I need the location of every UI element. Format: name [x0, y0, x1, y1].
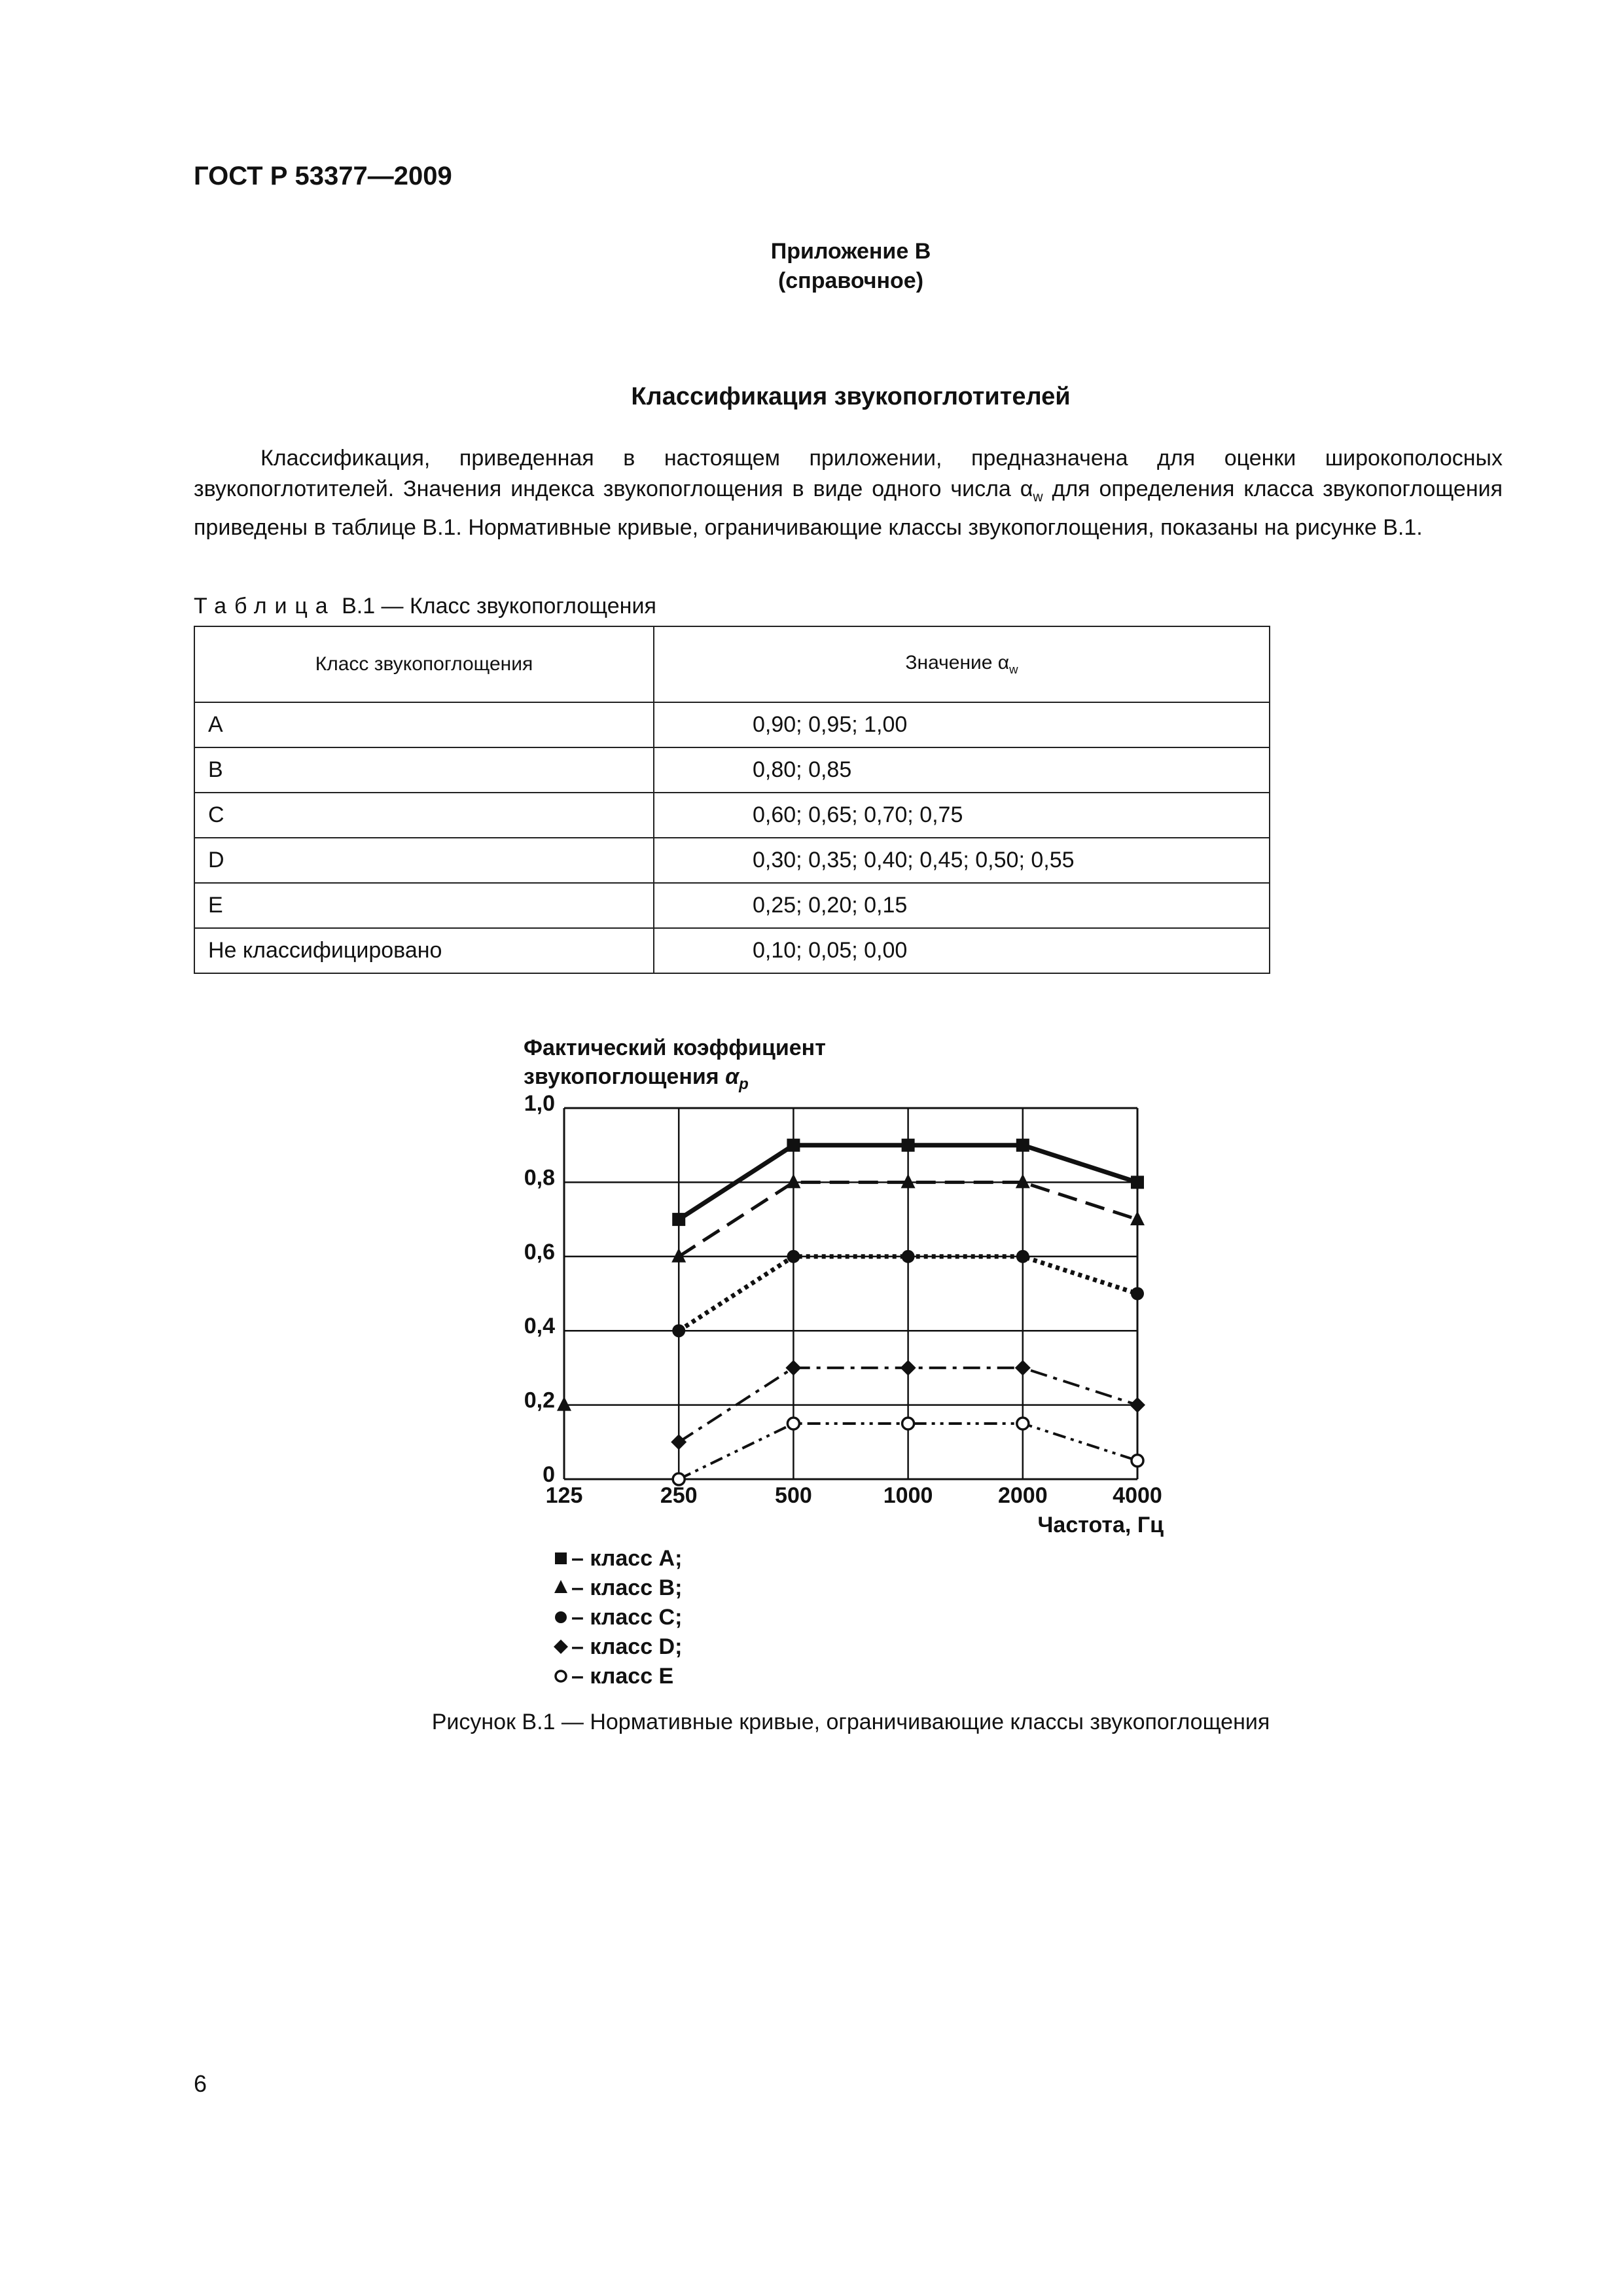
- page-number: 6: [194, 2070, 207, 2097]
- triangle-marker: [1130, 1211, 1145, 1225]
- legend-label: – класс A;: [571, 1546, 683, 1571]
- table-cell-class: D: [194, 838, 654, 883]
- table-cell-values: 0,30; 0,35; 0,40; 0,45; 0,50; 0,55: [654, 838, 1270, 883]
- open-circle-marker: [556, 1671, 566, 1681]
- diamond-marker: [1130, 1397, 1145, 1413]
- legend-label: – класс E: [571, 1664, 674, 1689]
- circle-marker: [672, 1324, 685, 1337]
- legend-label: – класс D;: [571, 1634, 683, 1659]
- open-circle-marker: [902, 1418, 914, 1429]
- square-marker: [787, 1139, 800, 1152]
- square-marker: [555, 1552, 567, 1564]
- legend-item: [555, 1605, 682, 1630]
- annex-subtitle: (справочное): [777, 268, 924, 293]
- circle-marker: [1016, 1250, 1029, 1263]
- alpha-symbol: α: [1020, 476, 1033, 501]
- table-cell-values: 0,90; 0,95; 1,00: [654, 702, 1270, 747]
- legend-label: – класс C;: [571, 1605, 683, 1630]
- diamond-marker: [785, 1360, 801, 1376]
- diamond-marker: [901, 1360, 916, 1376]
- table-cell-class: B: [194, 747, 654, 793]
- legend-item: [554, 1634, 682, 1659]
- section-title: Классификация звукопоглотителей: [631, 383, 1071, 410]
- y-axis-label-prefix: звукопоглощения: [524, 1064, 726, 1089]
- y-tick-label: 0,8: [524, 1165, 555, 1191]
- y-axis-label-line1: Фактический коэффициент: [524, 1035, 826, 1060]
- x-tick-label: 250: [660, 1483, 698, 1508]
- header-value-prefix: Значение: [905, 652, 998, 673]
- triangle-marker: [671, 1248, 686, 1263]
- x-axis-label: Частота, Гц: [1037, 1513, 1164, 1537]
- circle-marker: [1131, 1287, 1144, 1300]
- triangle-marker: [786, 1174, 800, 1188]
- y-axis-label-subscript: p: [739, 1075, 749, 1093]
- x-tick-label: 1000: [883, 1483, 933, 1508]
- annex-title: Приложение В: [770, 239, 931, 264]
- square-marker: [1016, 1139, 1029, 1152]
- header-class: Класс звукопоглощения: [194, 626, 654, 702]
- diamond-marker: [554, 1640, 568, 1654]
- diamond-marker: [671, 1434, 687, 1450]
- y-tick-label: 1,0: [524, 1091, 555, 1116]
- header-value-subscript: w: [1009, 662, 1018, 676]
- diamond-marker: [1015, 1360, 1031, 1376]
- y-tick-label: 0: [543, 1462, 555, 1487]
- legend-item: [554, 1575, 682, 1600]
- table-cell-values: 0,60; 0,65; 0,70; 0,75: [654, 793, 1270, 838]
- alpha-subscript: w: [1033, 489, 1043, 505]
- x-tick-label: 500: [775, 1483, 812, 1508]
- y-axis-label-symbol: α: [725, 1064, 740, 1089]
- open-circle-marker: [1017, 1418, 1029, 1429]
- intro-text-end: для определения класса звукопоглощения приведены в таблице В.1. Нормативные кривые, ограничивающие классы звукопоглощения, показаны на рисунке В.1.: [194, 476, 1503, 540]
- square-marker: [1131, 1175, 1144, 1189]
- y-tick-label: 0,4: [524, 1314, 555, 1339]
- open-circle-marker: [787, 1418, 799, 1429]
- circle-marker: [555, 1611, 567, 1623]
- y-tick-label: 0,6: [524, 1239, 555, 1265]
- table-cell-values: 0,25; 0,20; 0,15: [654, 883, 1270, 928]
- table-cell-class: C: [194, 793, 654, 838]
- circle-marker: [787, 1250, 800, 1263]
- y-axis-label-line2: [524, 1064, 749, 1093]
- open-circle-marker: [1132, 1455, 1143, 1467]
- legend-label: – класс B;: [571, 1575, 683, 1600]
- triangle-marker: [554, 1580, 567, 1593]
- legend-item: [556, 1664, 673, 1689]
- table-cell-class: E: [194, 883, 654, 928]
- table-cell-values: 0,10; 0,05; 0,00: [654, 928, 1270, 973]
- table-cell-class: A: [194, 702, 654, 747]
- chart-legend: [554, 1546, 682, 1689]
- y-tick-label: 0,2: [524, 1388, 555, 1413]
- chart-ticks: [524, 1091, 1162, 1508]
- square-marker: [902, 1139, 915, 1152]
- square-marker: [672, 1213, 685, 1226]
- table-caption-label: Таблица: [194, 594, 336, 619]
- header-value-symbol: α: [997, 652, 1010, 673]
- table-caption-text: В.1 — Класс звукопоглощения: [335, 594, 656, 619]
- x-tick-label: 4000: [1113, 1483, 1162, 1508]
- chart-series: [557, 1139, 1145, 1485]
- table-cell-class: Не классифицировано: [194, 928, 654, 973]
- series-triangle: [557, 1174, 1145, 1410]
- table-cell-values: 0,80; 0,85: [654, 747, 1270, 793]
- intro-text-start: Классификация, приведенная в настоящем приложении, предназначена для оценки широкополосных звукопоглотителей. Значения индекса звукопоглощения в виде одного числа: [194, 446, 1503, 501]
- triangle-marker: [557, 1397, 571, 1411]
- x-tick-label: 2000: [997, 1483, 1048, 1508]
- document-code: ГОСТ Р 53377—2009: [194, 162, 452, 190]
- figure-caption: Рисунок В.1 — Нормативные кривые, ограничивающие классы звукопоглощения: [431, 1710, 1270, 1734]
- legend-item: [555, 1546, 682, 1571]
- x-tick-label: 125: [545, 1483, 583, 1508]
- circle-marker: [902, 1250, 915, 1263]
